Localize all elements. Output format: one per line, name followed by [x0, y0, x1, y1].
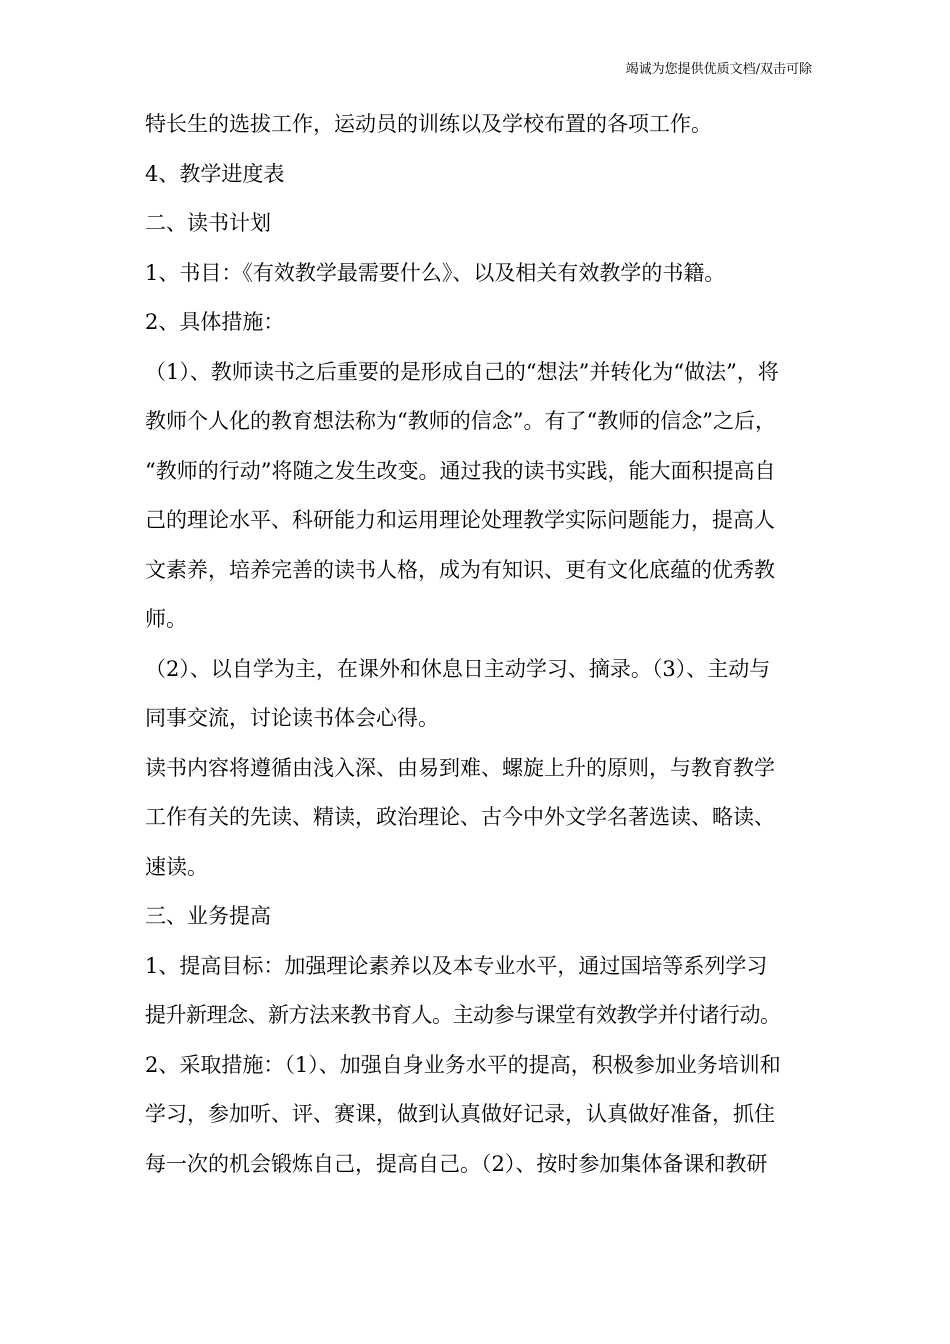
text-line: 学习，参加听、评、赛课，做到认真做好记录，认真做好准备，抓住: [145, 1102, 775, 1126]
header-note: 竭诚为您提供优质文档/双击可除: [625, 62, 812, 77]
text-line: 文素养，培养完善的读书人格，成为有知识、更有文化底蕴的优秀教: [145, 557, 775, 582]
text-line: 读书内容将遵循由浅入深、由易到难、螺旋上升的原则，与教育教学: [145, 755, 775, 780]
text-line: 1、书目：《有效教学最需要什么》、以及相关有效教学的书籍。: [145, 260, 726, 285]
text-line: 师。: [145, 607, 187, 631]
text-line: 教师个人化的教育想法称为“教师的信念”。有了“教师的信念”之后，: [145, 409, 776, 433]
text-line: 2、采取措施：（1）、加强自身业务水平的提高，积极参加业务培训和: [145, 1052, 781, 1077]
document-body: [145, 100, 825, 1189]
text-line: 1、提高目标：加强理论素养以及本专业水平，通过国培等系列学习: [145, 953, 768, 978]
text-line: 速读。: [145, 854, 208, 879]
text-line: 提升新理念、新方法来教书育人。主动参与课堂有效教学并付诸行动。: [145, 1003, 781, 1027]
text-line: 同事交流，讨论读书体会心得。: [145, 706, 439, 730]
text-line: （1）、教师读书之后重要的是形成自己的“想法”并转化为“做法”，将: [145, 359, 779, 384]
section-heading: 三、业务提高: [145, 904, 271, 928]
text-line: （2）、以自学为主，在课外和休息日主动学习、摘录。（3）、主动与: [145, 656, 771, 681]
text-line: “教师的行动”将随之发生改变。通过我的读书实践，能大面积提高自: [145, 458, 776, 483]
section-heading: 二、读书计划: [145, 211, 271, 235]
text-line: 4、教学进度表: [145, 161, 285, 186]
text-line: 己的理论水平、科研能力和运用理论处理教学实际问题能力，提高人: [145, 508, 775, 532]
text-line: 特长生的选拔工作，运动员的训练以及学校布置的各项工作。: [145, 112, 712, 136]
text-line: 工作有关的先读、精读，政治理论、古今中外文学名著选读、略读、: [145, 805, 775, 829]
text-line: 每一次的机会锻炼自己，提高自己。（2）、按时参加集体备课和教研: [145, 1151, 768, 1176]
text-line: 2、具体措施：: [145, 310, 285, 334]
